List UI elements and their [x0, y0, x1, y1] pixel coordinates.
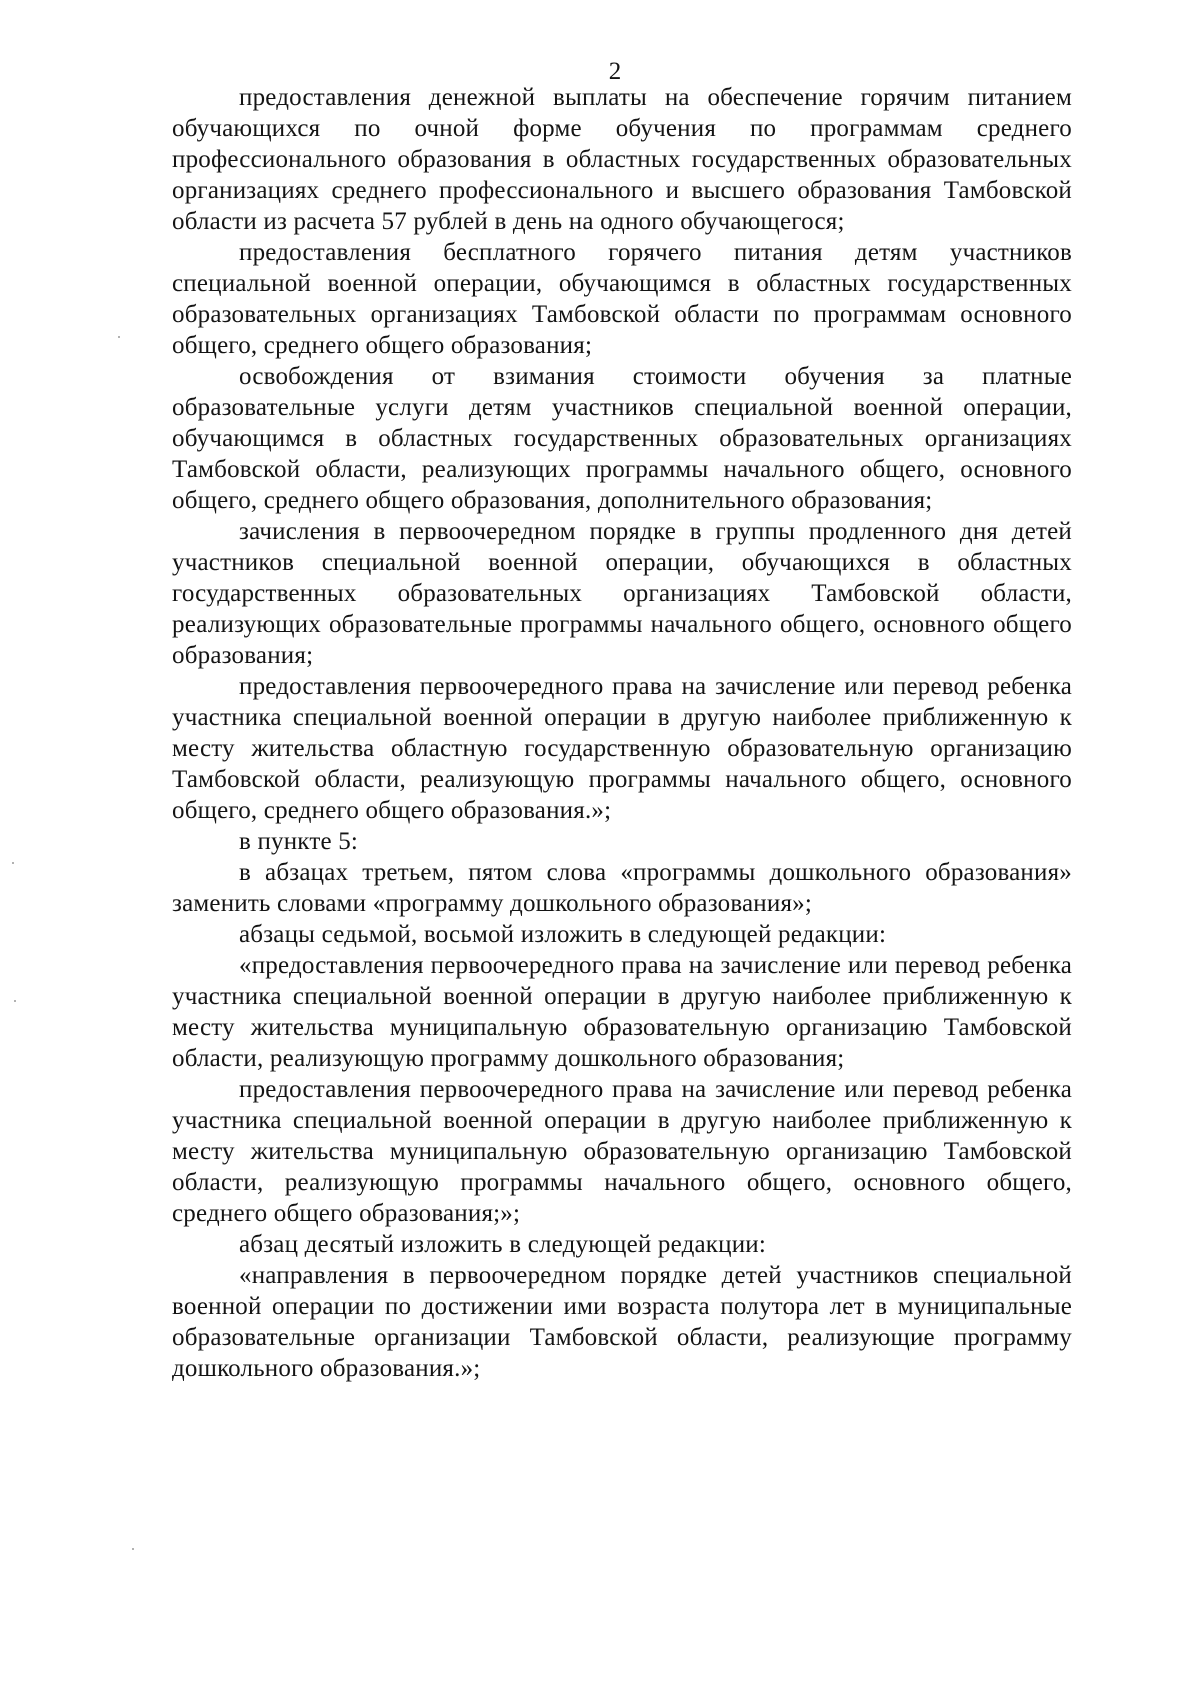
paragraph: в пункте 5: [239, 828, 359, 855]
scan-speck [118, 336, 120, 338]
paragraph: предоставления первоочередного права на зачисление или перевод ребенка участника специальной военной операции в другую наиболее приближенную к месту жительства областную государственную образовательную организацию Тамбовской области, реализующую программы начального общего, основного общего, среднего общего образования.»; [172, 673, 1072, 824]
paragraph: освобождения от взимания стоимости обучения за платные образовательные услуги детям участников специальной военной операции, обучающимся в областных государственных образовательных организациях Тамбовской области, реализующих программы начального общего, основного общего, среднего общего образования, дополнительного образования; [172, 363, 1072, 514]
paragraph: абзацы седьмой, восьмой изложить в следующей редакции: [239, 921, 887, 948]
paragraph: предоставления бесплатного горячего питания детям участников специальной военной операции, обучающимся в областных государственных образовательных организациях Тамбовской области по программам основного общего, среднего общего образования; [172, 239, 1072, 359]
paragraph: предоставления первоочередного права на зачисление или перевод ребенка участника специальной военной операции в другую наиболее приближенную к месту жительства муниципальную образовательную организацию Тамбовской области, реализующую программы начального общего, основного общего, среднего общего образования;»; [172, 1076, 1072, 1227]
paragraph: в абзацах третьем, пятом слова «программы дошкольного образования» заменить словами «программу дошкольного образования»; [172, 859, 1072, 917]
scan-speck [132, 1548, 134, 1550]
paragraph: «направления в первоочередном порядке детей участников специальной военной операции по достижении ими возраста полутора лет в муниципальные образовательные организации Тамбовской области, реализующие программу дошкольного образования.»; [172, 1262, 1072, 1382]
document-body [172, 82, 1072, 1384]
page-number: 2 [608, 58, 622, 85]
scan-speck [12, 862, 14, 864]
paragraph: предоставления денежной выплаты на обеспечение горячим питанием обучающихся по очной форме обучения по программам среднего профессионального образования в областных государственных образовательных организациях среднего профессионального и высшего образования Тамбовской области из расчета 57 рублей в день на одного обучающегося; [172, 84, 1072, 235]
paragraph: абзац десятый изложить в следующей редакции: [239, 1231, 767, 1258]
paragraph: зачисления в первоочередном порядке в группы продленного дня детей участников специальной военной операции, обучающихся в областных государственных образовательных организациях Тамбовской области, реализующих образовательные программы начального общего, основного общего образования; [172, 518, 1072, 669]
scan-speck [14, 1000, 16, 1002]
paragraph: «предоставления первоочередного права на зачисление или перевод ребенка участника специальной военной операции в другую наиболее приближенную к месту жительства муниципальную образовательную организацию Тамбовской области, реализующую программу дошкольного образования; [172, 952, 1072, 1072]
